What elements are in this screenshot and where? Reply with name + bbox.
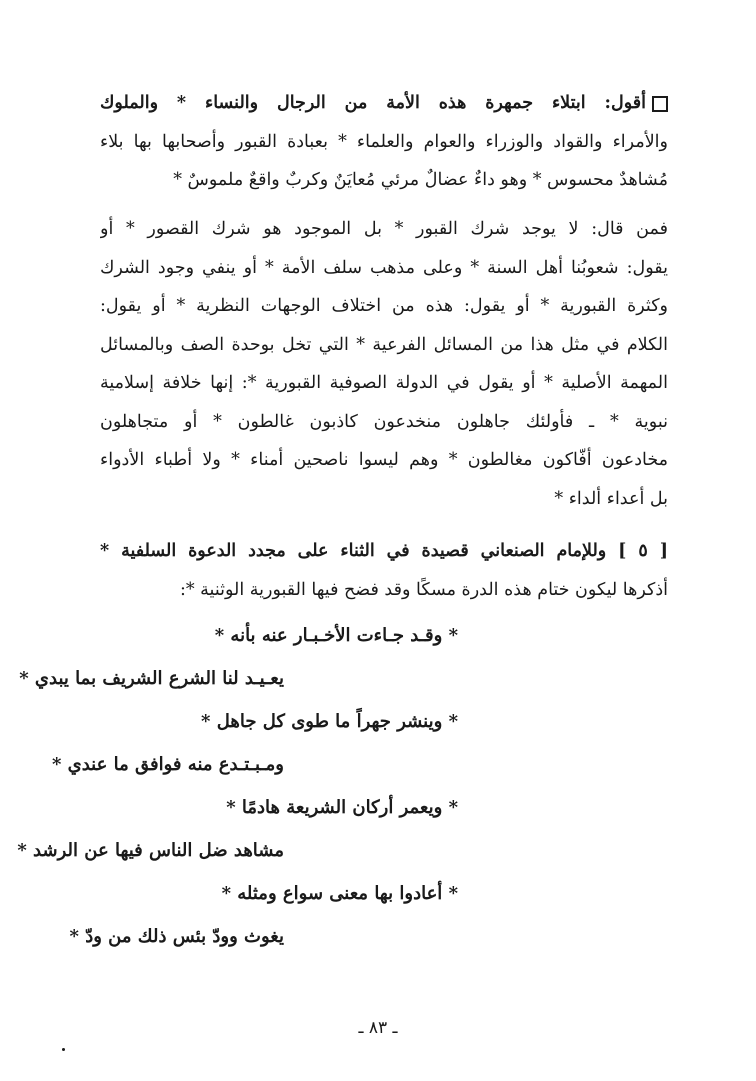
section-5: [100, 532, 668, 609]
poem-verse-3: * وينشر جهراً ما طوى كل جاهل *: [201, 711, 458, 732]
poem-verse-5: * ويعمر أركان الشريعة هادمًا *: [226, 797, 458, 818]
poem-verse-4: ومـبـتـدع منه فوافق ما عندي *: [51, 754, 284, 775]
poem-verse-2: يعـيـد لنا الشرع الشريف بما يبدي *: [19, 668, 284, 689]
poem-verse-6: مشاهد ضل الناس فيها عن الرشد *: [17, 840, 284, 861]
paragraph-2-line-8: بل أعداء ألداء *: [554, 488, 668, 509]
paragraph-2-line-2: يقول: شعوبُنا أهل السنة * وعلى مذهب سلف الأمة * أو ينفي وجود الشرك: [100, 257, 668, 278]
paragraph-1-line-1: [100, 84, 668, 123]
scan-speck: [62, 1048, 65, 1051]
paragraph-2-line-1: فمن قال: لا يوجد شرك القبور * بل الموجود هو شرك القصور * أو: [100, 219, 668, 239]
section-5-intro: أذكرها ليكون ختام هذه الدرة مسكًا وقد فضح فيها القبورية الوثنية *:: [179, 579, 668, 600]
poem-verse-1: * وقـد جـاءت الأخـبـار عنه بأنه *: [214, 625, 458, 646]
poem-verse-7: * أعادوا بها معنى سواع ومثله *: [221, 883, 458, 904]
page-number: ـ ٨٣ ـ: [358, 1018, 398, 1038]
paragraph-2-line-4: الكلام في مثل هذا من المسائل الفرعية * التي تخل بوحدة الصف وبالمسائل: [100, 334, 668, 355]
paragraph-2-line-7: مخادعون أفّاكون مغالطون * وهم ليسوا ناصحين أمناء * ولا أطباء الأدواء: [100, 450, 668, 470]
paragraph-1-line-2: والأمراء والقواد والوزراء والعوام والعلماء * بعبادة القبور وأصحابها بها بلاء: [100, 131, 668, 152]
checkbox-icon: [652, 96, 668, 112]
paragraph-2-line-6: نبوية * ـ فأولئك جاهلون منخدعون كاذبون غالطون * أو متجاهلون: [100, 411, 668, 432]
line-text: أقول: ابتلاء جمهرة هذه الأمة من الرجال والنساء * والملوك: [100, 93, 646, 113]
paragraph-1-line-3: مُشاهدٌ محسوس * وهو داءٌ عضالٌ مرئي مُعايَنٌ وكربٌ واقعٌ ملموسٌ *: [173, 170, 668, 190]
paragraph-2: [100, 210, 668, 518]
poem-verse-8: يغوث وودّ بئس ذلك من ودّ *: [69, 926, 284, 947]
section-5-heading: [ ٥ ] وللإمام الصنعاني قصيدة في الثناء على مجدد الدعوة السلفية *: [100, 541, 668, 561]
paragraph-2-line-3: وكثرة القبورية * أو يقول: هذه من اختلاف الوجهات النظرية * أو يقول:: [100, 296, 668, 316]
paragraph-2-line-5: المهمة الأصلية * أو يقول في الدولة الصوفية القبورية *: إنها خلافة إسلامية: [100, 373, 668, 393]
paragraph-1: [100, 84, 668, 200]
